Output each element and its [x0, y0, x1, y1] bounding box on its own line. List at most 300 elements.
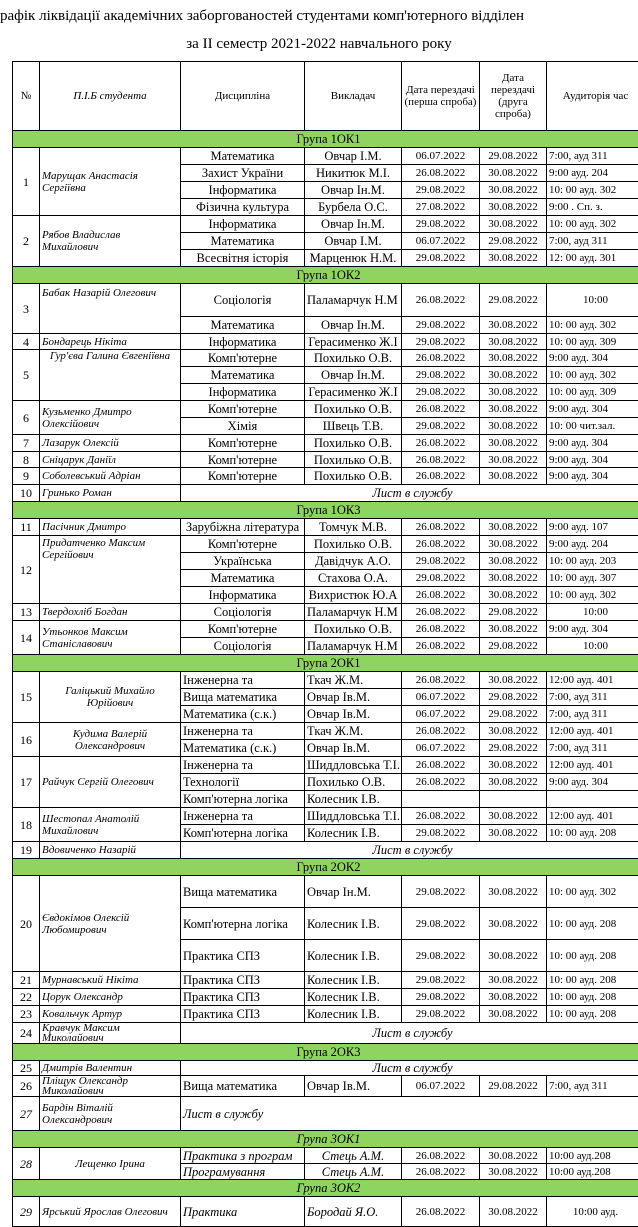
room-time-cell: 10: 00 ауд. 302: [547, 876, 638, 908]
teacher-cell: Колесник І.В.: [305, 972, 402, 989]
date-second-cell: 29.08.2022: [480, 638, 547, 655]
date-second-cell: 29.08.2022: [480, 740, 547, 757]
room-time-cell: 10: 00 ауд. 302: [547, 367, 638, 384]
student-name: Марущак Анастасія Сергіївна: [40, 148, 181, 216]
teacher-cell: Овчар Ів.М.: [305, 706, 402, 723]
teacher-cell: Овчар Ів.М.: [305, 1076, 402, 1097]
group-header: Група 2ОК1: [13, 655, 638, 672]
student-number: 10: [13, 485, 40, 502]
student-number: 6: [13, 401, 40, 435]
teacher-cell: Вихристюк Ю.А: [305, 587, 402, 604]
date-first-cell: 26.08.2022: [402, 519, 480, 536]
room-time-cell: 9:00 ауд. 304: [547, 621, 638, 638]
table-row: [13, 621, 638, 638]
student-name: Гур'єва Галина Євгеніївна: [40, 350, 181, 401]
date-second-cell: 30.08.2022: [480, 621, 547, 638]
discipline-cell: Комп'ютерне: [181, 468, 305, 485]
date-second-cell: 30.08.2022: [480, 317, 547, 334]
student-number: 1: [13, 148, 40, 216]
date-first-cell: 29.08.2022: [402, 876, 480, 908]
header-number: №: [13, 62, 40, 131]
student-number: 26: [13, 1076, 40, 1097]
date-first-cell: 29.08.2022: [402, 216, 480, 233]
teacher-cell: Стець А.М.: [305, 1148, 402, 1164]
student-name: Рябов Владислав Михайлович: [40, 216, 181, 267]
teacher-cell: Овчар І.М.: [305, 148, 402, 165]
discipline-cell: Математика: [181, 233, 305, 250]
discipline-cell: Математика: [181, 367, 305, 384]
room-time-cell: 7:00, ауд 311: [547, 233, 638, 250]
date-first-cell: 29.08.2022: [402, 418, 480, 435]
teacher-cell: Паламарчук Н.М: [305, 638, 402, 655]
room-time-cell: 10: 00 чит.зал.: [547, 418, 638, 435]
student-number: 23: [13, 1006, 40, 1023]
discipline-cell: Комп'ютерне: [181, 621, 305, 638]
teacher-cell: Бурбела О.С.: [305, 199, 402, 216]
date-first-cell: 26.08.2022: [402, 723, 480, 740]
student-name: Кудима Валерій Олександрович: [40, 723, 181, 757]
student-number: 11: [13, 519, 40, 536]
date-first-cell: 29.08.2022: [402, 1006, 480, 1023]
date-second-cell: 29.08.2022: [480, 1076, 547, 1097]
teacher-cell: Колесник І.В.: [305, 908, 402, 940]
student-name: Соболевський Адріан: [40, 468, 181, 485]
teacher-cell: Герасименко Ж.І: [305, 384, 402, 401]
teacher-cell: Овчар Ін.М.: [305, 367, 402, 384]
date-first-cell: 26.08.2022: [402, 587, 480, 604]
student-name: Ковальчук Артур: [40, 1006, 181, 1023]
room-time-cell: 7:00, ауд 311: [547, 148, 638, 165]
student-name: Райчук Сергій Олегович: [40, 757, 181, 808]
student-name: Галіцький Михайло Юрійович: [40, 672, 181, 723]
student-number: 9: [13, 468, 40, 485]
date-first-cell: 26.08.2022: [402, 536, 480, 553]
room-time-cell: 10: 00 ауд. 309: [547, 334, 638, 350]
teacher-cell: Стець А.М.: [305, 1164, 402, 1180]
schedule-table: [12, 61, 638, 1227]
teacher-cell: Томчук М.В.: [305, 519, 402, 536]
date-first-cell: 26.08.2022: [402, 621, 480, 638]
date-first-cell: 26.08.2022: [402, 604, 480, 621]
student-number: 8: [13, 452, 40, 468]
discipline-cell: Українська: [181, 553, 305, 570]
header-teacher: Викладач: [305, 62, 402, 131]
discipline-cell: Інженерна та: [181, 723, 305, 740]
date-second-cell: 29.08.2022: [480, 284, 547, 317]
teacher-cell: Похилько О.В.: [305, 536, 402, 553]
discipline-cell: Вища математика: [181, 689, 305, 706]
table-row: [13, 519, 638, 536]
date-second-cell: 30.08.2022: [480, 165, 547, 182]
teacher-cell: Шиддловська Т.І.: [305, 808, 402, 825]
group-header: Група 1ОК2: [13, 267, 638, 284]
date-first-cell: 29.08.2022: [402, 825, 480, 842]
student-name: Бардін Віталій Олександрович: [40, 1097, 181, 1131]
table-row: [13, 672, 638, 689]
student-number: 28: [13, 1148, 40, 1180]
discipline-cell: Соціологія: [181, 604, 305, 621]
student-number: 4: [13, 334, 40, 350]
discipline-cell: Інженерна та: [181, 808, 305, 825]
date-first-cell: 26.08.2022: [402, 284, 480, 317]
date-first-cell: 29.08.2022: [402, 972, 480, 989]
discipline-cell: Практика СПЗ: [181, 972, 305, 989]
date-second-cell: 30.08.2022: [480, 182, 547, 199]
header-date-second: Дата перездачі (друга спроба): [480, 62, 547, 131]
student-name: Бабак Назарій Олегович: [40, 284, 181, 334]
date-second-cell: 30.08.2022: [480, 808, 547, 825]
room-time-cell: 10: 00 ауд. 208: [547, 989, 638, 1006]
note-cell: Лист в службу: [181, 1023, 638, 1044]
table-row: [13, 435, 638, 452]
room-time-cell: 10: 00 ауд. 307: [547, 570, 638, 587]
date-first-cell: 29.08.2022: [402, 334, 480, 350]
date-second-cell: 30.08.2022: [480, 876, 547, 908]
header-date-first: Дата перездачі (перша спроба): [402, 62, 480, 131]
room-time-cell: 10: 00 ауд. 208: [547, 825, 638, 842]
date-second-cell: 29.08.2022: [480, 706, 547, 723]
table-row: [13, 808, 638, 825]
room-time-cell: 12:00 ауд. 401: [547, 757, 638, 774]
student-name: Вдовиченко Назарій: [40, 842, 181, 859]
date-first-cell: 26.08.2022: [402, 1164, 480, 1180]
discipline-cell: Практика: [181, 1197, 305, 1227]
student-number: 12: [13, 536, 40, 604]
room-time-cell: 10: 00 ауд. 302: [547, 216, 638, 233]
student-name: Бондарець Нікіта: [40, 334, 181, 350]
date-first-cell: 06.07.2022: [402, 233, 480, 250]
teacher-cell: Шиддловська Т.І.: [305, 757, 402, 774]
header-student: П.І.Б студента: [40, 62, 181, 131]
discipline-cell: Соціологія: [181, 284, 305, 317]
table-row: [13, 401, 638, 418]
discipline-cell: Практика СПЗ: [181, 989, 305, 1006]
teacher-cell: Марценюк Н.М.: [305, 250, 402, 267]
date-first-cell: 06.07.2022: [402, 706, 480, 723]
date-second-cell: 30.08.2022: [480, 757, 547, 774]
date-second-cell: 30.08.2022: [480, 723, 547, 740]
teacher-cell: Стахова О.А.: [305, 570, 402, 587]
teacher-cell: Швець Т.В.: [305, 418, 402, 435]
room-time-cell: 10: 00 ауд. 208: [547, 908, 638, 940]
date-second-cell: 30.08.2022: [480, 940, 547, 972]
teacher-cell: Колесник І.В.: [305, 989, 402, 1006]
room-time-cell: 10:00 ауд.208: [547, 1148, 638, 1164]
discipline-cell: Захист України: [181, 165, 305, 182]
student-name: Дмитрів Валентин: [40, 1061, 181, 1076]
date-first-cell: 29.08.2022: [402, 989, 480, 1006]
discipline-cell: Математика: [181, 317, 305, 334]
group-header: Група 3ОК2: [13, 1180, 638, 1197]
teacher-cell: Герасименко Ж.І: [305, 334, 402, 350]
student-number: 7: [13, 435, 40, 452]
student-number: 25: [13, 1061, 40, 1076]
table-row: [13, 452, 638, 468]
student-name: Пасічник Дмитро: [40, 519, 181, 536]
discipline-cell: Всесвітня історія: [181, 250, 305, 267]
table-row: [13, 1148, 638, 1164]
date-first-cell: 26.08.2022: [402, 435, 480, 452]
group-header: Група 2ОК3: [13, 1044, 638, 1061]
note-cell: Лист в службу: [181, 1061, 638, 1076]
date-first-cell: 26.08.2022: [402, 1148, 480, 1164]
teacher-cell: Похилько О.В.: [305, 774, 402, 791]
teacher-cell: Похилько О.В.: [305, 435, 402, 452]
date-second-cell: 30.08.2022: [480, 553, 547, 570]
table-row: [13, 1076, 638, 1097]
date-second-cell: 30.08.2022: [480, 367, 547, 384]
note-cell: Лист в службу: [181, 485, 638, 502]
date-second-cell: 29.08.2022: [480, 689, 547, 706]
discipline-cell: Математика: [181, 570, 305, 587]
group-header: Група 3ОК1: [13, 1131, 638, 1148]
table-row: [13, 757, 638, 774]
date-first-cell: 06.07.2022: [402, 689, 480, 706]
date-second-cell: 30.08.2022: [480, 908, 547, 940]
date-second-cell: 30.08.2022: [480, 1148, 547, 1164]
date-second-cell: 30.08.2022: [480, 468, 547, 485]
student-name: Сніцарук Даніїл: [40, 452, 181, 468]
room-time-cell: 12:00 ауд. 401: [547, 808, 638, 825]
discipline-cell: Вища математика: [181, 1076, 305, 1097]
table-row: [13, 1197, 638, 1227]
group-header: Група 2ОК2: [13, 859, 638, 876]
room-time-cell: 10:00: [547, 604, 638, 621]
date-first-cell: 26.08.2022: [402, 401, 480, 418]
date-first-cell: 29.08.2022: [402, 250, 480, 267]
teacher-cell: Овчар Ін.М.: [305, 876, 402, 908]
date-first-cell: 26.08.2022: [402, 468, 480, 485]
discipline-cell: Математика (с.к.): [181, 706, 305, 723]
date-second-cell: 30.08.2022: [480, 519, 547, 536]
teacher-cell: Овчар І.М.: [305, 233, 402, 250]
teacher-cell: Паламарчук Н.М: [305, 604, 402, 621]
discipline-cell: Соціологія: [181, 638, 305, 655]
table-row: [13, 842, 638, 859]
header-room-time: Аудиторія час: [547, 62, 638, 131]
discipline-cell: Комп'ютерне: [181, 350, 305, 367]
date-first-cell: 29.08.2022: [402, 182, 480, 199]
note-cell: Лист в службу: [181, 842, 638, 859]
teacher-cell: Овчар Ін.М.: [305, 216, 402, 233]
teacher-cell: Никитюк М.І.: [305, 165, 402, 182]
room-time-cell: 10: 00 ауд. 302: [547, 587, 638, 604]
room-time-cell: 10: 00 ауд. 208: [547, 940, 638, 972]
date-first-cell: 29.08.2022: [402, 367, 480, 384]
room-time-cell: 9:00 ауд. 304: [547, 468, 638, 485]
student-number: 15: [13, 672, 40, 723]
date-second-cell: 30.08.2022: [480, 587, 547, 604]
room-time-cell: 10: 00 ауд. 203: [547, 553, 638, 570]
table-row: [13, 723, 638, 740]
discipline-cell: Комп'ютерне: [181, 536, 305, 553]
date-first-cell: 29.08.2022: [402, 553, 480, 570]
note-cell: Лист в службу: [181, 1097, 638, 1131]
room-time-cell: 10:00: [547, 284, 638, 317]
teacher-cell: Давідчук А.О.: [305, 553, 402, 570]
discipline-cell: Комп'ютерне: [181, 452, 305, 468]
date-first-cell: 26.08.2022: [402, 638, 480, 655]
date-second-cell: 30.08.2022: [480, 199, 547, 216]
student-name: Пліщук Олександр Миколайович: [40, 1076, 181, 1097]
date-first-cell: 26.08.2022: [402, 165, 480, 182]
student-number: 2: [13, 216, 40, 267]
student-name: Твердохліб Богдан: [40, 604, 181, 621]
room-time-cell: 7:00, ауд 311: [547, 689, 638, 706]
discipline-cell: Комп'ютерна логіка: [181, 825, 305, 842]
date-second-cell: 29.08.2022: [480, 148, 547, 165]
student-number: 22: [13, 989, 40, 1006]
table-row: [13, 485, 638, 502]
teacher-cell: Похилько О.В.: [305, 468, 402, 485]
room-time-cell: 10: 00 ауд. 208: [547, 1006, 638, 1023]
student-name: Кузьменко Дмитро Олексійович: [40, 401, 181, 435]
student-name: Лазарук Олексій: [40, 435, 181, 452]
teacher-cell: Похилько О.В.: [305, 401, 402, 418]
room-time-cell: [547, 791, 638, 808]
date-second-cell: 30.08.2022: [480, 1006, 547, 1023]
discipline-cell: Математика (с.к.): [181, 740, 305, 757]
table-row: [13, 284, 638, 317]
discipline-cell: Комп'ютерне: [181, 435, 305, 452]
room-time-cell: 9:00 ауд. 304: [547, 350, 638, 367]
teacher-cell: Овчар Ін.М.: [305, 182, 402, 199]
discipline-cell: Зарубіжна література: [181, 519, 305, 536]
teacher-cell: Ткач Ж.М.: [305, 672, 402, 689]
discipline-cell: Практика СПЗ: [181, 1006, 305, 1023]
date-second-cell: 30.08.2022: [480, 1197, 547, 1227]
document-title-line1: рафік ліквідації академічних заборгованостей студентами комп'ютерного відділен: [0, 6, 638, 26]
student-name: Кравчук Максим Миколайович: [40, 1023, 181, 1044]
table-row: [13, 989, 638, 1006]
student-number: 18: [13, 808, 40, 842]
student-number: 20: [13, 876, 40, 972]
teacher-cell: Паламарчук Н.М: [305, 284, 402, 317]
teacher-cell: Похилько О.В.: [305, 621, 402, 638]
table-row: [13, 1006, 638, 1023]
room-time-cell: 9:00 ауд. 107: [547, 519, 638, 536]
discipline-cell: Фізична культура: [181, 199, 305, 216]
table-row: [13, 350, 638, 367]
discipline-cell: Інформатика: [181, 587, 305, 604]
date-first-cell: 29.08.2022: [402, 384, 480, 401]
date-second-cell: 30.08.2022: [480, 774, 547, 791]
table-row: [13, 148, 638, 165]
room-time-cell: 12: 00 ауд. 301: [547, 250, 638, 267]
date-second-cell: 30.08.2022: [480, 989, 547, 1006]
date-second-cell: 30.08.2022: [480, 672, 547, 689]
discipline-cell: Інформатика: [181, 182, 305, 199]
date-first-cell: [402, 791, 480, 808]
student-name: Ярський Ярослав Олегович: [40, 1197, 181, 1227]
discipline-cell: Інформатика: [181, 384, 305, 401]
table-row: [13, 536, 638, 553]
room-time-cell: 10:00 ауд.208: [547, 1164, 638, 1180]
student-name: Гринько Роман: [40, 485, 181, 502]
student-number: 27: [13, 1097, 40, 1131]
table-row: [13, 1097, 638, 1131]
discipline-cell: Технології: [181, 774, 305, 791]
room-time-cell: 9:00 ауд. 304: [547, 435, 638, 452]
room-time-cell: 9:00 ауд. 204: [547, 165, 638, 182]
date-second-cell: 30.08.2022: [480, 334, 547, 350]
room-time-cell: 10:00 ауд.: [547, 1197, 638, 1227]
student-number: 24: [13, 1023, 40, 1044]
table-row: [13, 216, 638, 233]
table-row: [13, 1061, 638, 1076]
student-name: Утьонков Максим Станіславович: [40, 621, 181, 655]
date-first-cell: 29.08.2022: [402, 317, 480, 334]
date-first-cell: 06.07.2022: [402, 148, 480, 165]
student-name: Мурнавський Нікіта: [40, 972, 181, 989]
room-time-cell: 9:00 ауд. 204: [547, 536, 638, 553]
table-row: [13, 1023, 638, 1044]
date-first-cell: 06.07.2022: [402, 1076, 480, 1097]
table-row: [13, 876, 638, 908]
student-name: Придатченко Максим Сергійович: [40, 536, 181, 604]
student-number: 17: [13, 757, 40, 808]
date-second-cell: 30.08.2022: [480, 384, 547, 401]
discipline-cell: Інженерна та: [181, 757, 305, 774]
student-number: 21: [13, 972, 40, 989]
discipline-cell: Комп'ютерна логіка: [181, 908, 305, 940]
teacher-cell: Похилько О.В.: [305, 452, 402, 468]
header-discipline: Дисципліна: [181, 62, 305, 131]
date-second-cell: 30.08.2022: [480, 570, 547, 587]
teacher-cell: Бородай Я.О.: [305, 1197, 402, 1227]
date-first-cell: 27.08.2022: [402, 199, 480, 216]
student-number: 3: [13, 284, 40, 334]
table-row: [13, 604, 638, 621]
date-first-cell: 26.08.2022: [402, 672, 480, 689]
student-name: Євдокімов Олексій Любомирович: [40, 876, 181, 972]
room-time-cell: 9:00 . Сп. з.: [547, 199, 638, 216]
date-second-cell: 30.08.2022: [480, 536, 547, 553]
student-name: Шестопал Анатолій Михайлович: [40, 808, 181, 842]
student-name: Лещенко Ірина: [40, 1148, 181, 1180]
discipline-cell: Комп'ютерна логіка: [181, 791, 305, 808]
date-first-cell: 29.08.2022: [402, 940, 480, 972]
table-row: [13, 334, 638, 350]
discipline-cell: Програмування: [181, 1164, 305, 1180]
student-number: 5: [13, 350, 40, 401]
room-time-cell: 10:00: [547, 638, 638, 655]
date-second-cell: 30.08.2022: [480, 401, 547, 418]
date-second-cell: 30.08.2022: [480, 216, 547, 233]
room-time-cell: 10: 00 ауд. 309: [547, 384, 638, 401]
date-first-cell: 26.08.2022: [402, 774, 480, 791]
date-first-cell: 26.08.2022: [402, 808, 480, 825]
table-row: [13, 468, 638, 485]
discipline-cell: Інженерна та: [181, 672, 305, 689]
room-time-cell: 7:00, ауд 311: [547, 1076, 638, 1097]
teacher-cell: Овчар Ів.М.: [305, 740, 402, 757]
discipline-cell: Комп'ютерне: [181, 401, 305, 418]
student-number: 13: [13, 604, 40, 621]
student-number: 16: [13, 723, 40, 757]
discipline-cell: Математика: [181, 148, 305, 165]
date-second-cell: 30.08.2022: [480, 825, 547, 842]
discipline-cell: Вища математика: [181, 876, 305, 908]
document-title-line2: за ІІ семестр 2021-2022 навчального року: [0, 34, 638, 54]
teacher-cell: Колесник І.В.: [305, 825, 402, 842]
teacher-cell: Колесник І.В.: [305, 940, 402, 972]
room-time-cell: 10: 00 ауд. 208: [547, 972, 638, 989]
date-second-cell: 29.08.2022: [480, 604, 547, 621]
student-number: 19: [13, 842, 40, 859]
teacher-cell: Колесник І.В.: [305, 1006, 402, 1023]
room-time-cell: 7:00, ауд 311: [547, 706, 638, 723]
